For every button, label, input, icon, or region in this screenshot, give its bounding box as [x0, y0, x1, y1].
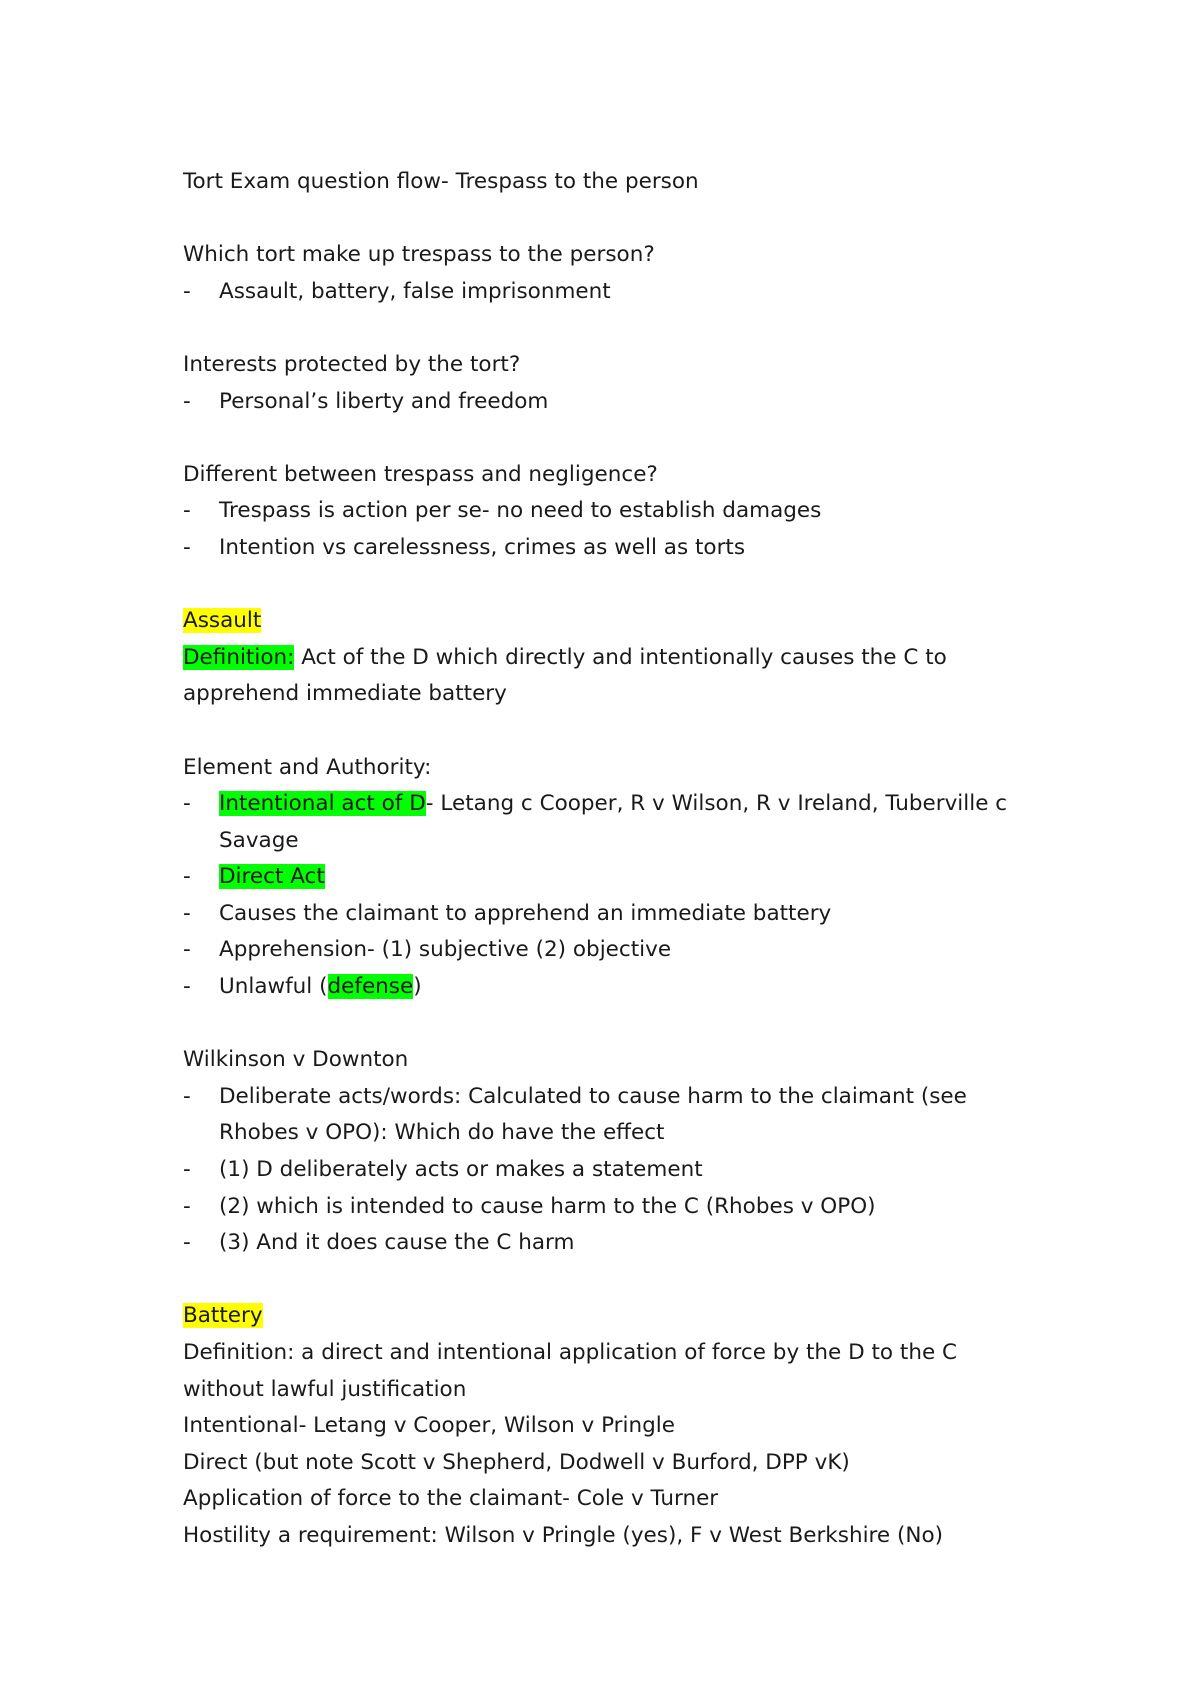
list-item-continuation: Rhobes v OPO): Which do have the effect [219, 1120, 665, 1146]
list-item-text: Apprehension- (1) subjective (2) objective [219, 937, 672, 963]
list-item [183, 274, 1083, 311]
list-item [183, 859, 1083, 896]
assault-section [183, 603, 1083, 640]
element-highlight: Intentional act of D [219, 791, 426, 817]
list-item [183, 969, 1083, 1006]
dash-marker: - [183, 388, 191, 414]
list-item [183, 786, 1083, 823]
battery-heading: Battery [183, 1303, 263, 1329]
document-title: Tort Exam question flow- Trespass to the person [183, 169, 699, 194]
spacer [183, 1006, 1083, 1043]
definition-label: Definition: [183, 644, 295, 670]
spacer [183, 310, 1083, 347]
list-item [183, 493, 1083, 530]
spacer [183, 1262, 1083, 1299]
question-difference: Different between trespass and negligence? [183, 461, 658, 487]
list-item-text: Causes the claimant to apprehend an immediate battery [219, 900, 832, 926]
dash-marker: - [183, 1230, 191, 1256]
list-item [183, 1225, 1083, 1262]
wilkinson-heading: Wilkinson v Downton [183, 1047, 409, 1073]
elements-heading: Element and Authority: [183, 754, 432, 780]
list-item [183, 896, 1083, 933]
battery-line: Hostility a requirement: Wilson v Pringle (yes), F v West Berkshire (No) [183, 1522, 943, 1548]
dash-marker: - [183, 900, 191, 926]
dash-marker: - [183, 534, 191, 560]
list-item-text: Trespass is action per se- no need to establish damages [219, 498, 822, 524]
question-torts: Which tort make up trespass to the person? [183, 242, 655, 268]
list-item [183, 932, 1083, 969]
battery-definition-cont: without lawful justification [183, 1376, 467, 1402]
dash-marker: - [183, 1083, 191, 1109]
dash-marker: - [183, 498, 191, 524]
element-highlight: Direct Act [219, 864, 325, 890]
dash-marker: - [183, 1193, 191, 1219]
battery-section [183, 1298, 1083, 1335]
spacer [183, 713, 1083, 750]
list-item-text: (3) And it does cause the C harm [219, 1230, 575, 1256]
element-highlight: defense [327, 974, 414, 1000]
spacer [183, 567, 1083, 604]
question-interests: Interests protected by the tort? [183, 351, 521, 377]
battery-line: Application of force to the claimant- Cole v Turner [183, 1486, 719, 1512]
spacer [183, 420, 1083, 457]
list-item [183, 1079, 1083, 1116]
list-item [183, 530, 1083, 567]
list-item-text: (1) D deliberately acts or makes a statement [219, 1157, 703, 1183]
list-item-continuation: Savage [219, 827, 299, 853]
assault-definition-cont: apprehend immediate battery [183, 681, 507, 707]
assault-definition [183, 640, 1083, 677]
list-item-text: Unlawful ( [219, 974, 328, 1000]
dash-marker: - [183, 791, 191, 817]
document-page [183, 164, 1083, 1555]
list-item-text: Personal’s liberty and freedom [219, 388, 549, 414]
dash-marker: - [183, 278, 191, 304]
list-item-text: Assault, battery, false imprisonment [219, 278, 611, 304]
battery-line: Direct (but note Scott v Shepherd, Dodwell v Burford, DPP vK) [183, 1449, 850, 1475]
list-item [183, 1189, 1083, 1226]
spacer [183, 201, 1083, 238]
list-item-text: ) [413, 974, 422, 1000]
list-item-text: (2) which is intended to cause harm to the C (Rhobes v OPO) [219, 1193, 876, 1219]
list-item-text: Intention vs carelessness, crimes as well as torts [219, 534, 746, 560]
definition-text: Act of the D which directly and intentionally causes the C to [294, 644, 947, 670]
list-item [183, 1152, 1083, 1189]
dash-marker: - [183, 864, 191, 890]
dash-marker: - [183, 937, 191, 963]
dash-marker: - [183, 974, 191, 1000]
list-item [183, 384, 1083, 421]
battery-line: Intentional- Letang v Cooper, Wilson v Pringle [183, 1413, 675, 1439]
list-item-text: Deliberate acts/words: Calculated to cause harm to the claimant (see [219, 1083, 967, 1109]
list-item-text: - Letang c Cooper, R v Wilson, R v Ireland, Tuberville c [425, 791, 1008, 817]
dash-marker: - [183, 1157, 191, 1183]
assault-heading: Assault [183, 608, 262, 634]
battery-definition: Definition: a direct and intentional application of force by the D to the C [183, 1340, 958, 1365]
